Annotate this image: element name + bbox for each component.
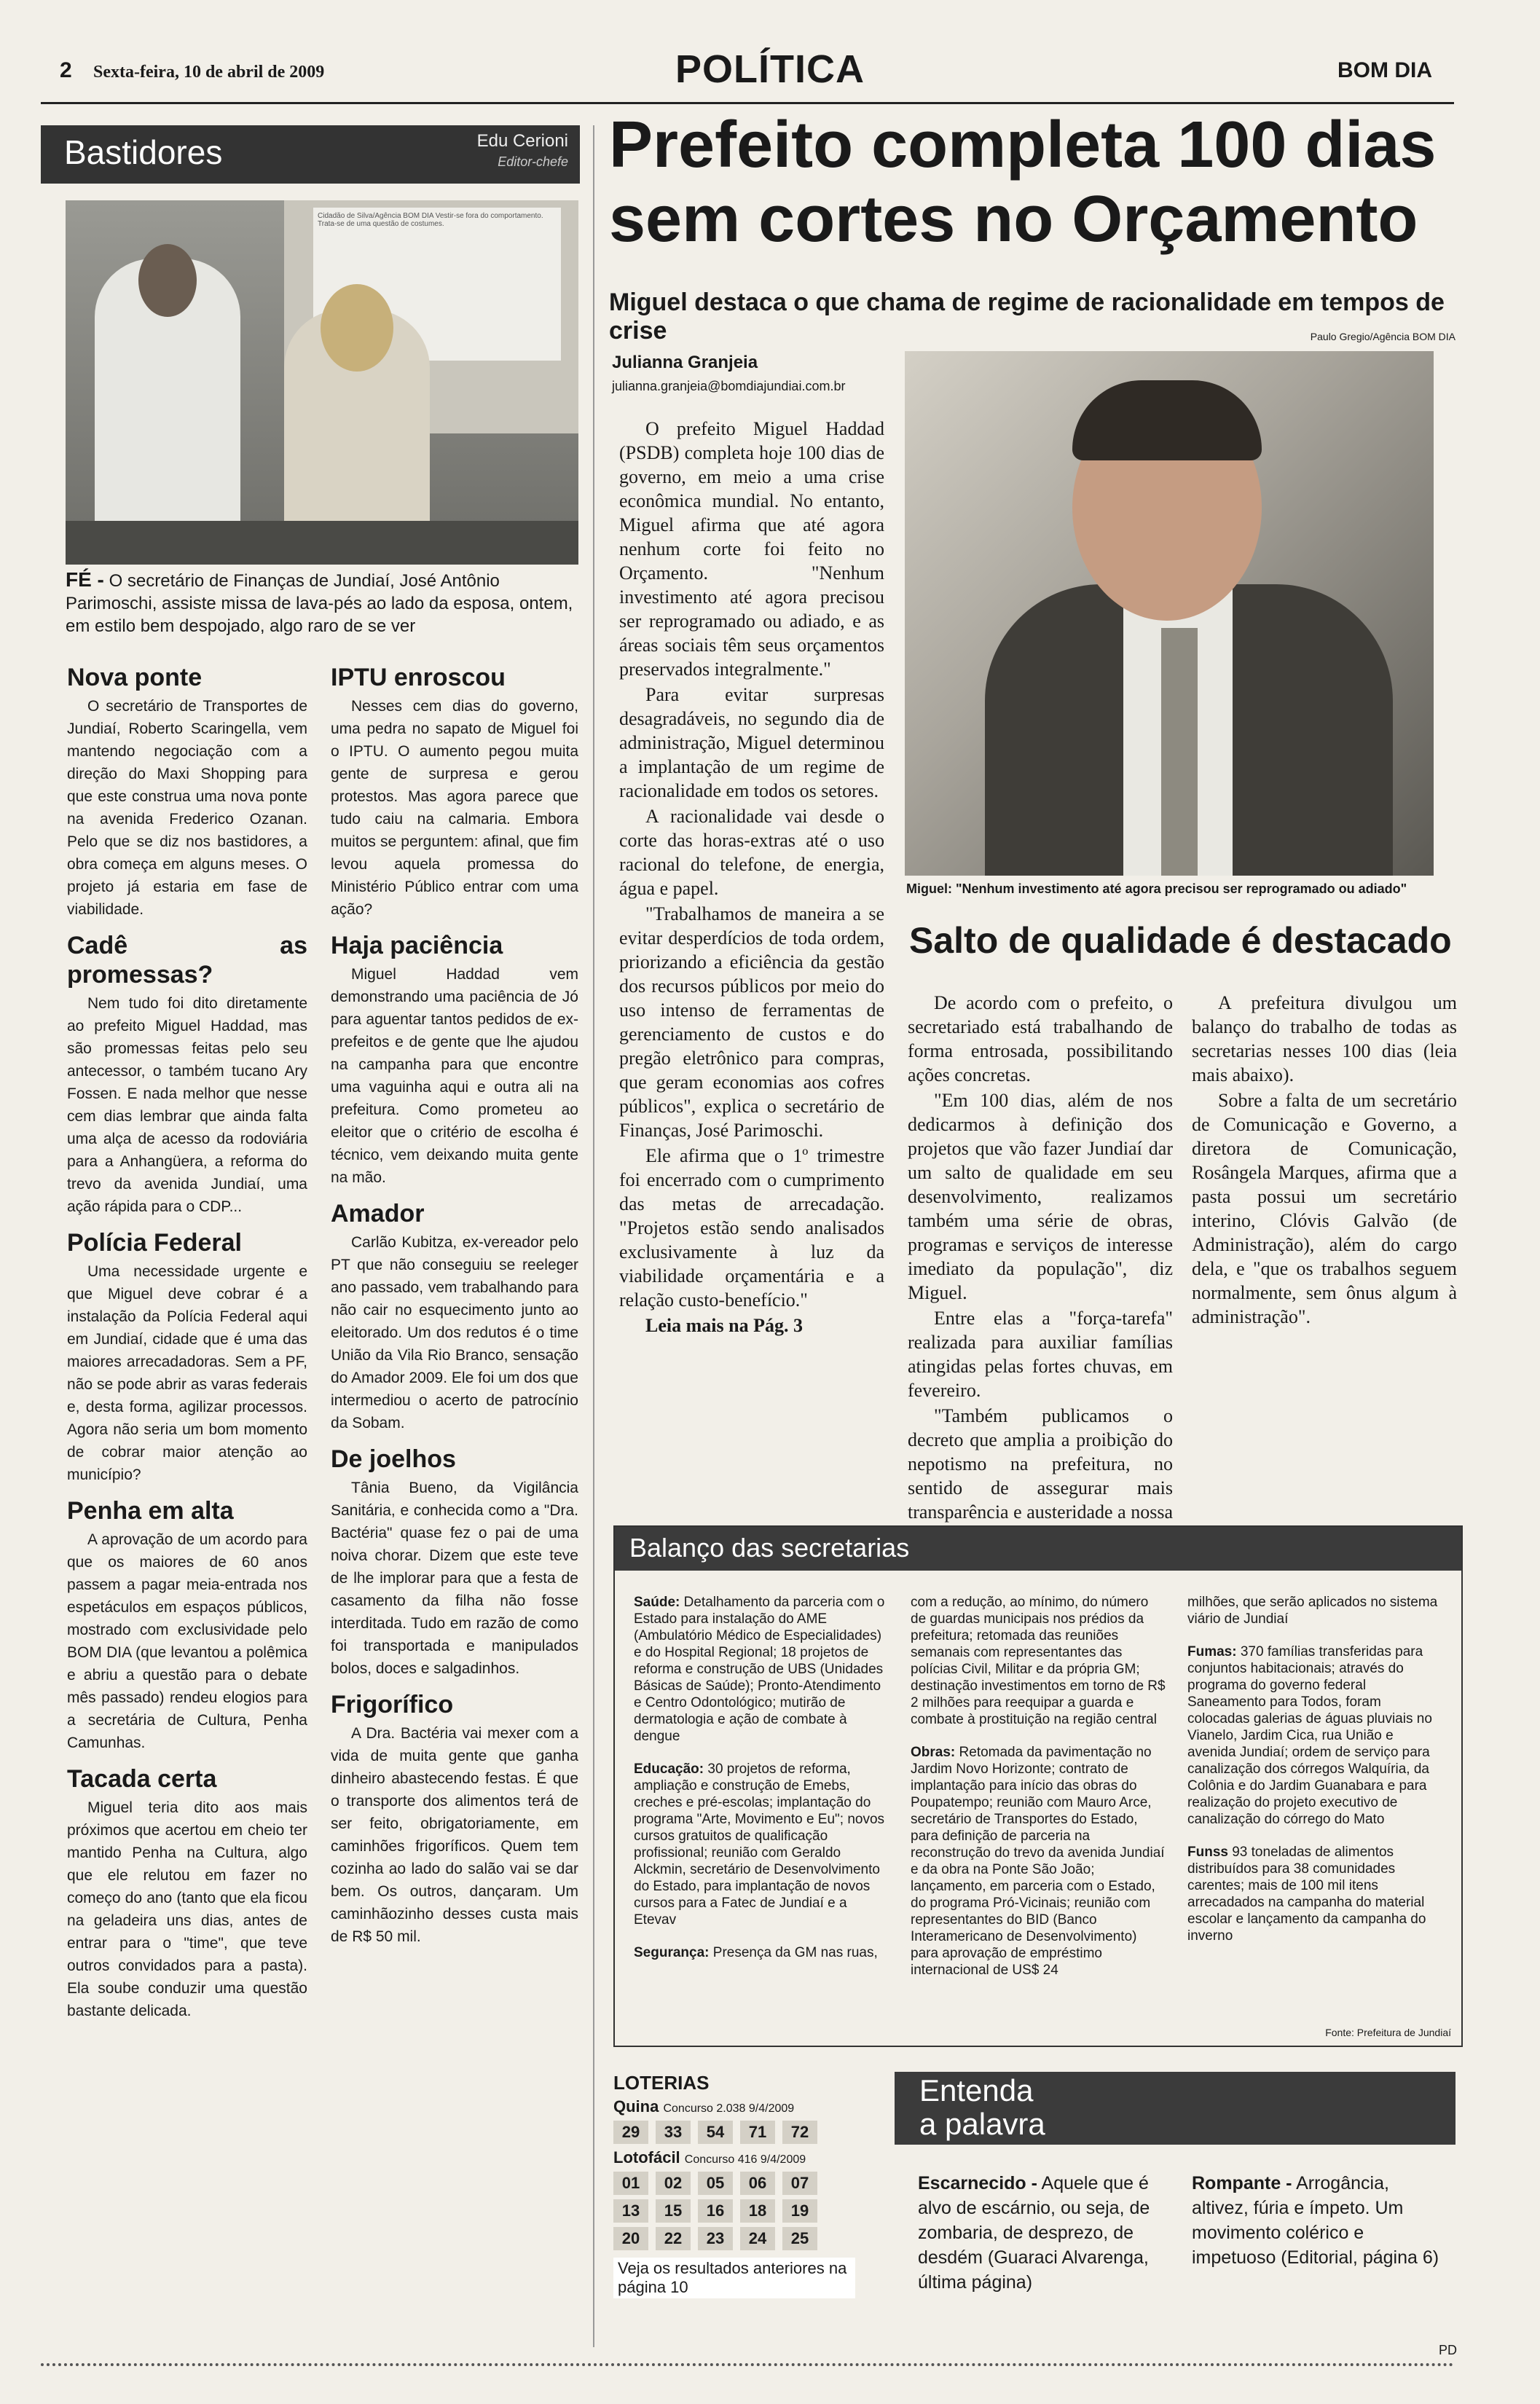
balanco-item bbox=[1187, 1594, 1442, 1627]
article-paragraph: Ele afirma que o 1º trimestre foi encerrado com o cumprimento das metas de arrecadação. "Projetos estão sendo analisados exclusivamente à luz da viabilidade orçamentária e a relação custo-benefício." bbox=[619, 1145, 884, 1311]
item-text: 30 projetos de reforma, ampliação e construção de Emebs, creches e pré-escolas; implantação do programa "Arte, Movimento e Eu"; novos cursos gratuitos de qualificação profissional; reunião com Geraldo Alckmin, secretário de Desenvolvimento do Estado, para implantação de novos cursos para a Fatec de Jundiaí e a Etevav bbox=[634, 1761, 885, 1928]
editor-role: Editor-chefe bbox=[498, 154, 568, 169]
quina-label bbox=[613, 2097, 876, 2116]
note-text: Nesses cem dias do governo, uma pedra no sapato de Miguel foi o IPTU. O aumento pegou muita gente de surpresa e gerou protestos. Mas agora parece que tudo caiu na calmaria. Embora muitos se perguntem: afinal, que fim levou aquela promessa do Ministério Público entrar com uma ação? bbox=[331, 698, 578, 918]
author-email: julianna.granjeia@bomdiajundiai.com.br bbox=[612, 379, 846, 393]
article-deck: Miguel destaca o que chama de regime de racionalidade em tempos de crise bbox=[609, 288, 1445, 345]
lottery-number: 33 bbox=[656, 2121, 691, 2144]
lottery-number: 54 bbox=[698, 2121, 733, 2144]
article-paragraph: A prefeitura divulgou um balanço do trabalho de todas as secretarias nesses 100 dias (leia mais abaixo). bbox=[1192, 992, 1457, 1085]
note-text: A aprovação de um acordo para que os maiores de 60 anos passem a pagar meia-entrada nos espetáculos em espaços públicos, mostrado com exclusividade pelo BOM DIA (que levantou a polêmica e abriu a questão para o debate mês passado) rendeu elogios para a secretária de Cultura, Penha Camunhas. bbox=[67, 1531, 307, 1751]
note-text: O secretário de Transportes de Jundiaí, Roberto Scaringella, vem mantendo negociação com a direção do Maxi Shopping para que este construa uma nova ponte na avenida Frederico Ozanan. Pelo que se diz nos bastidores, a obra começa em alguns meses. O projeto já estaria em fase de viabilidade. bbox=[67, 698, 307, 918]
note-text: A Dra. Bactéria vai mexer com a vida de muita gente que ganha dinheiro abastecendo festas. É que o transporte dos alimentos terá de ser feito, obrigatoriamente, em caminhões frigoríficos. Quem tem cozinha ao lado do salão vai se dar bem. Os outros, dançaram. Um caminhãozinho desses custa mais de R$ 50 mil. bbox=[331, 1725, 578, 1945]
balanco-box bbox=[613, 1525, 1463, 2047]
read-more: Leia mais na Pág. 3 bbox=[645, 1315, 803, 1336]
item-text: Presença da GM nas ruas, bbox=[712, 1945, 878, 1960]
balanco-item bbox=[911, 1594, 1166, 1728]
entenda-definition: Aquele que é alvo de escárnio, ou seja, de zombaria, de desprezo, de desdém (Guaraci Alvarenga, última página) bbox=[918, 2173, 1150, 2293]
lottery-number: 22 bbox=[656, 2227, 691, 2250]
balanco-item bbox=[634, 1761, 889, 1928]
article-paragraph: De acordo com o prefeito, o secretariado está trabalhando de forma entrosada, possibilitando ações concretas. bbox=[908, 992, 1173, 1085]
note-title: Nova ponte bbox=[67, 664, 203, 691]
article-subhead: Salto de qualidade é destacado bbox=[909, 920, 1452, 961]
article-body-col1 bbox=[619, 417, 884, 1337]
entenda-entry-2 bbox=[1192, 2171, 1439, 2270]
article-paragraph: "Em 100 dias, além de nos dedicarmos à definição dos projetos que vão fazer Jundiaí dar um salto de qualidade em seu desenvolvimento, realizamos também uma série de obras, programas e serviços de interesse imediato da população", diz Miguel. bbox=[908, 1090, 1173, 1303]
item-label: Fumas: bbox=[1187, 1644, 1237, 1659]
entenda-title-1: Entenda bbox=[919, 2073, 1034, 2108]
lottery-number: 05 bbox=[698, 2172, 733, 2195]
note-title: Tacada certa bbox=[67, 1765, 217, 1793]
item-text: 93 toneladas de alimentos distribuídos para 38 comunidades carentes; mais de 100 mil itens arrecadados na campanha do material escolar e lançamento da campanha do inverno bbox=[1187, 1845, 1426, 1944]
note bbox=[67, 1764, 307, 2022]
quina-name: Quina bbox=[613, 2097, 659, 2116]
article-paragraph: Sobre a falta de um secretário de Comunicação e Governo, a diretora de Comunicação, Rosângela Marques, afirma que a pasta possui um secretário interino, Clóvis Galvão (de Administração), além do cargo dela, e "que os trabalhos seguem normalmente, sem ônus algum à administração". bbox=[1192, 1090, 1457, 1327]
article-paragraph: "Trabalhamos de maneira a se evitar desperdícios de toda ordem, priorizando a eficiência da gestão dos recursos públicos por meio do uso intenso de ferramentas de gerenciamento de custos e do pregão eletrônico para compras, que geram economias aos cofres públicos", explica o secretário de Finanças, José Parimoschi. bbox=[619, 903, 884, 1141]
page-date: Sexta-feira, 10 de abril de 2009 bbox=[93, 63, 325, 82]
entenda-definition: Arrogância, altivez, fúria e ímpeto. Um movimento colérico e impetuoso (Editorial, página 6) bbox=[1192, 2173, 1439, 2268]
note bbox=[331, 1445, 578, 1680]
note bbox=[331, 1690, 578, 1948]
note-title: Penha em alta bbox=[67, 1497, 234, 1525]
note-title: Amador bbox=[331, 1200, 425, 1227]
article-paragraph: Para evitar surpresas desagradáveis, no segundo dia de administração, Miguel determinou a implantação de um regime de racionalidade em todos os setores. bbox=[619, 684, 884, 801]
item-label: Funss bbox=[1187, 1845, 1228, 1860]
note bbox=[331, 663, 578, 921]
editor-name: Edu Cerioni bbox=[476, 131, 568, 151]
article-body-col2 bbox=[908, 991, 1173, 1549]
lotofacil-info: Concurso 416 9/4/2009 bbox=[684, 2153, 806, 2166]
lotofacil-row bbox=[613, 2227, 876, 2250]
item-label: Educação: bbox=[634, 1761, 704, 1777]
lottery-number: 18 bbox=[740, 2199, 775, 2223]
note-text: Miguel teria dito aos mais próximos que acertou em cheio ter mantido Penha na Cultura, algo que ele relutou em fazer no começo do ano (tanto que ela ficou na geladeira uns dias, antes de entrar para o "time", que teve outros convidados para a pasta). Ela soube conduzir uma questão bastante delicada. bbox=[67, 1799, 307, 2019]
lottery-number: 25 bbox=[782, 2227, 817, 2250]
entenda-entry-1 bbox=[918, 2171, 1166, 2295]
page-number: 2 bbox=[60, 58, 72, 82]
page-header bbox=[0, 36, 1540, 95]
lottery-number: 13 bbox=[613, 2199, 648, 2223]
lotofacil-name: Lotofácil bbox=[613, 2148, 680, 2167]
article-paragraph: O prefeito Miguel Haddad (PSDB) completa hoje 100 dias de governo, em meio a uma crise econômica mundial. No entanto, Miguel afirma que até agora nenhum corte foi feito no Orçamento. "Nenhum investimento até agora precisou ser reprogramado ou adiado, e as áreas sociais têm seus orçamentos preservados integralmente." bbox=[619, 418, 884, 680]
balanco-item bbox=[634, 1594, 889, 1745]
lottery-number: 06 bbox=[740, 2172, 775, 2195]
article-paragraph: A racionalidade vai desde o corte das horas-extras até o uso racional do telefone, de energia, água e papel. bbox=[619, 806, 884, 899]
entenda-word: Rompante - bbox=[1192, 2173, 1292, 2193]
lottery-number: 23 bbox=[698, 2227, 733, 2250]
lottery-number: 01 bbox=[613, 2172, 648, 2195]
article-headline: Prefeito completa 100 dias sem cortes no Orçamento bbox=[609, 109, 1437, 256]
balanco-col3 bbox=[1187, 1594, 1442, 1960]
lotofacil-row bbox=[613, 2172, 876, 2195]
lottery-number: 19 bbox=[782, 2199, 817, 2223]
section-title: POLÍTICA bbox=[675, 47, 865, 91]
mayor-photo-caption: Miguel: "Nenhum investimento até agora precisou ser reprogramado ou adiado" bbox=[906, 881, 1407, 896]
lottery-number: 02 bbox=[656, 2172, 691, 2195]
note bbox=[331, 931, 578, 1189]
item-label: Obras: bbox=[911, 1745, 956, 1760]
note-title: Haja paciência bbox=[331, 932, 503, 959]
footer-stamp: PD bbox=[1439, 2343, 1458, 2357]
balanco-col2 bbox=[911, 1594, 1166, 1995]
item-text: Detalhamento da parceria com o Estado para instalação do AME (Ambulatório Médico de Especialidades) e do Hospital Regional; 18 projetos de reforma e construção de UBS (Unidades Básicas de Saúde); Pronto-Atendimento e Centro Odontológico; mutirão de dermatologia e ação de combate à dengue bbox=[634, 1595, 885, 1744]
balanco-title: Balanço das secretarias bbox=[629, 1533, 910, 1563]
balanco-item bbox=[634, 1944, 889, 1961]
quina-numbers bbox=[613, 2121, 876, 2144]
balanco-item bbox=[911, 1744, 1166, 1979]
item-text: milhões, que serão aplicados no sistema viário de Jundiaí bbox=[1187, 1595, 1438, 1627]
loterias-title: LOTERIAS bbox=[613, 2072, 710, 2094]
brand-name: BOM DIA bbox=[1337, 58, 1432, 82]
loterias-box bbox=[613, 2072, 876, 2363]
quina-info: Concurso 2.038 9/4/2009 bbox=[663, 2102, 795, 2115]
item-label: Saúde: bbox=[634, 1595, 680, 1610]
item-text: com a redução, ao mínimo, do número de guardas municipais nos prédios da prefeitura; retomada das reuniões semanais com representantes das polícias Civil, Militar e da própria GM; destinação investimentos em torno de R$ 2 milhões para reequipar a guarda e combate à prostituição na região central bbox=[911, 1595, 1166, 1727]
note-text: Tânia Bueno, da Vigilância Sanitária, e conhecida como a "Dra. Bactéria" quase fez o pai de uma noiva chorar. Dizem que este teve de lhe implorar para que a festa de casamento da filha não fosse interditada. Tudo em razão de como foi transportada e manipulados bolos, doces e salgadinhos. bbox=[331, 1480, 578, 1677]
note-text: Carlão Kubitza, ex-vereador pelo PT que não conseguiu se reeleger ano passado, vem trabalhando para não cair no esquecimento junto ao eleitorado. Um dos redutos é o time União da Vila Rio Branco, sensação do Amador 2009. Ele foi um dos que intermediou o acerto de patrocínio da Sobam. bbox=[331, 1234, 578, 1431]
note-text: Nem tudo foi dito diretamente ao prefeito Miguel Haddad, mas são promessas feitas pelo seu antecessor, o também tucano Ary Fossen. E nada melhor que nesse cem dias lembrar que ainda falta uma alça de acesso da rodoviária para a Anhangüera, a reforma do trevo da avenida Jundiaí, uma ação rápida para o CDP... bbox=[67, 995, 307, 1215]
note-title: Polícia Federal bbox=[67, 1229, 242, 1257]
lotofacil-row bbox=[613, 2199, 876, 2223]
balanco-item bbox=[1187, 1643, 1442, 1828]
lottery-number: 16 bbox=[698, 2199, 733, 2223]
note-title: IPTU enroscou bbox=[331, 664, 506, 691]
column-divider bbox=[593, 125, 594, 2347]
lotofacil-label bbox=[613, 2148, 876, 2167]
note bbox=[67, 1496, 307, 1754]
lottery-number: 72 bbox=[782, 2121, 817, 2144]
item-text: Retomada da pavimentação no Jardim Novo Horizonte; contrato de implantação para início das obras do Poupatempo; reunião com Mauro Arce, secretário de Transportes do Estado, para definição de parceria na reconstrução do trevo da avenida Jundiaí e da obra na Ponte São João; lançamento, em parceria com o Estado, do programa Pró-Vicinais; reunião com representantes do BID (Banco Interamericano de Desenvolvimento) para aprovação de empréstimo internacional de US$ 24 bbox=[911, 1745, 1165, 1978]
note-text: Uma necessidade urgente e que Miguel deve cobrar é a instalação da Polícia Federal aqui em Jundiaí, cidade que é uma das maiores arrecadadoras. Sem a PF, não se pode abrir as varas federais e, desta forma, agilizar processos. Agora não seria um bom momento de cobrar maior atenção ao município? bbox=[67, 1263, 307, 1483]
caption-text: O secretário de Finanças de Jundiaí, José Antônio Parimoschi, assiste missa de lava-pés ao lado da esposa, ontem, em estilo bem despojado, algo raro de se ver bbox=[66, 571, 573, 636]
article-body-col3 bbox=[1192, 991, 1457, 1330]
note-title: Frigorífico bbox=[331, 1691, 454, 1718]
article-paragraph: Entre elas a "força-tarefa" realizada para auxiliar famílias atingidas pelas fortes chuvas, em fevereiro. bbox=[908, 1308, 1173, 1401]
item-label: Segurança: bbox=[634, 1945, 710, 1960]
notes-column-left bbox=[67, 663, 307, 2032]
photo-floor bbox=[66, 521, 578, 565]
entenda-title-2: a palavra bbox=[919, 2107, 1045, 2141]
lottery-number: 24 bbox=[740, 2227, 775, 2250]
note-title: De joelhos bbox=[331, 1445, 456, 1473]
photo-credit: Paulo Gregio/Agência BOM DIA bbox=[1310, 331, 1455, 342]
balanco-source: Fonte: Prefeitura de Jundiaí bbox=[1325, 2027, 1451, 2038]
article-paragraph: "Também publicamos o decreto que amplia a proibição do nepotismo na prefeitura, no sentido de assegurar mais transparência e austeridade a nossa bbox=[908, 1405, 1173, 1523]
lottery-number: 29 bbox=[613, 2121, 648, 2144]
lottery-number: 15 bbox=[656, 2199, 691, 2223]
balanco-col1 bbox=[634, 1594, 889, 1977]
bastidores-photo bbox=[66, 200, 578, 565]
note-title: Cadê as promessas? bbox=[67, 932, 307, 989]
entenda-banner bbox=[895, 2072, 1455, 2145]
bastidores-banner bbox=[41, 125, 580, 184]
balanco-header bbox=[615, 1527, 1461, 1571]
item-text: 370 famílias transferidas para conjuntos habitacionais; através do programa do governo federal Saneamento para Todos, foram colocadas galerias de águas pluviais no Vianelo, Jardim Cica, rua União e avenida Jundiaí; ordem de serviço para canalização dos córregos Walquíria, da Colônia e do Jardim Guanabara e para realização do projeto executivo de canalização do córrego do Mato bbox=[1187, 1644, 1432, 1827]
note bbox=[67, 931, 307, 1218]
notes-column-right bbox=[331, 663, 578, 1958]
lottery-number: 20 bbox=[613, 2227, 648, 2250]
photo-notice: Cidadão de Silva/Agência BOM DIA Vestir-se fora do comportamento. Trata-se de uma questão de costumes. bbox=[313, 208, 561, 361]
balanco-item bbox=[1187, 1844, 1442, 1944]
photo-tie bbox=[1161, 628, 1198, 876]
loterias-more: Veja os resultados anteriores na página 10 bbox=[613, 2258, 855, 2298]
note bbox=[331, 1199, 578, 1434]
note bbox=[67, 663, 307, 921]
note-text: Miguel Haddad vem demonstrando uma paciência de Jó para aguentar tantos pedidos de ex-prefeitos e de gente que lhe ajudou na campanha para que encontre uma vaguinha aqui e outra ali na prefeitura. Como prometeu ao eleitor que o critério de escolha é técnico, vem deixando muita gente na mão. bbox=[331, 966, 578, 1186]
bastidores-title: Bastidores bbox=[64, 133, 223, 171]
photo-woman-head bbox=[321, 284, 393, 372]
note bbox=[67, 1228, 307, 1486]
photo-man-head bbox=[138, 244, 197, 317]
mayor-photo bbox=[905, 351, 1434, 876]
lottery-number: 71 bbox=[740, 2121, 775, 2144]
article-author: Julianna Granjeia bbox=[612, 353, 758, 372]
header-rule bbox=[41, 102, 1454, 104]
photo-hair bbox=[1072, 380, 1262, 460]
caption-lead: FÉ - bbox=[66, 568, 104, 591]
entenda-word: Escarnecido - bbox=[918, 2173, 1037, 2193]
lottery-number: 07 bbox=[782, 2172, 817, 2195]
bastidores-caption bbox=[66, 568, 578, 637]
footer-dotted-rule bbox=[41, 2363, 1454, 2366]
